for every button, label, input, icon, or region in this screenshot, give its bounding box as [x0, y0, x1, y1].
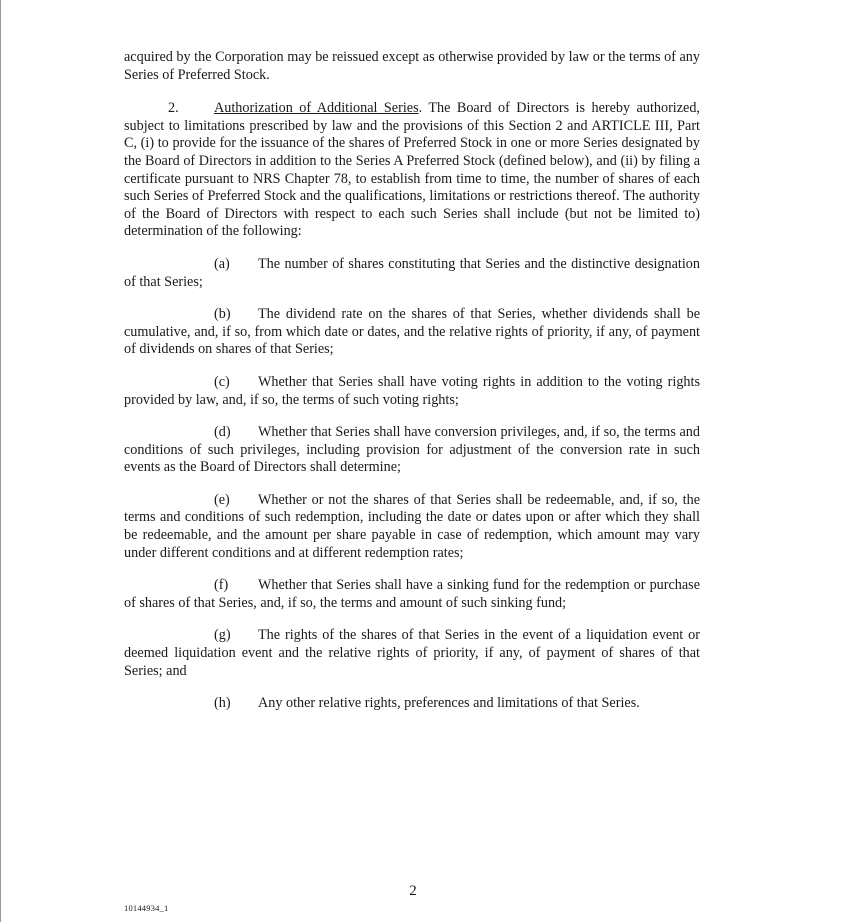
item-text: Whether that Series shall have voting rights in addition to the voting rights provided by law, and, if so, the terms of such voting rights; — [124, 373, 700, 408]
page-number: 2 — [409, 883, 417, 899]
list-item-e — [124, 492, 700, 562]
list-item-c — [124, 374, 700, 409]
list-item-g — [124, 627, 700, 680]
document-body — [124, 49, 700, 728]
item-text: Whether or not the shares of that Series shall be redeemable, and, if so, the terms and conditions of such redemption, including the date or dates upon or after which they shall be redeemable, and the amount per share payable in case of redemption, which amount may vary under different conditions and at different redemption rates; — [124, 491, 700, 561]
item-label: (f) — [214, 577, 229, 594]
section-body: . The Board of Directors is hereby authorized, subject to limitations prescribed by law and the provisions of this Section 2 and ARTICLE III, Part C, (i) to provide for the issuance of the shares of Preferred Stock in one or more Series designated by the Board of Directors in addition to the Series A Preferred Stock (defined below), and (ii) by filing a certificate pursuant to NRS Chapter 78, to establish from time to time, the number of shares of each such Series of Preferred Stock and the qualifications, limitations or restrictions thereof. The authority of the Board of Directors with respect to each such Series shall include (but not be limited to) determination of the following: — [124, 100, 700, 240]
item-label: (a) — [214, 255, 230, 272]
document-id: 10144934_1 — [124, 903, 169, 913]
item-label: (d) — [214, 424, 231, 441]
item-label: (e) — [214, 491, 230, 508]
list-item-d — [124, 424, 700, 477]
item-text: The number of shares constituting that Series and the distinctive designation of that Series; — [124, 255, 700, 290]
section-number: 2. — [168, 100, 179, 117]
item-text: The dividend rate on the shares of that Series, whether dividends shall be cumulative, and, if so, from which date or dates, and the relative rights of priority, if any, of payment of dividends on shares of that Series; — [124, 306, 700, 358]
section-2-paragraph — [124, 100, 700, 241]
list-item-h — [124, 695, 700, 713]
item-text: Whether that Series shall have conversion privileges, and, if so, the terms and conditions of such privileges, including provision for adjustment of the conversion rate in such events as the Board of Directors shall determine; — [124, 424, 700, 476]
list-item-b — [124, 306, 700, 359]
item-label: (c) — [214, 373, 230, 390]
item-label: (g) — [214, 627, 231, 644]
item-text: The rights of the shares of that Series in the event of a liquidation event or deemed liquidation event and the relative rights of priority, if any, of payment of shares of that Series; and — [124, 627, 700, 679]
item-text: Whether that Series shall have a sinking fund for the redemption or purchase of shares of that Series, and, if so, the terms and amount of such sinking fund; — [124, 577, 700, 611]
section-heading: Authorization of Additional Series — [214, 100, 419, 117]
list-item-f — [124, 577, 700, 612]
item-label: (h) — [214, 695, 231, 712]
page-edge — [0, 0, 1, 922]
item-label: (b) — [214, 306, 231, 323]
item-text: Any other relative rights, preferences and limitations of that Series. — [258, 695, 640, 712]
list-item-a — [124, 256, 700, 291]
intro-paragraph: acquired by the Corporation may be reissued except as otherwise provided by law or the terms of any Series of Preferred Stock. — [124, 49, 700, 83]
